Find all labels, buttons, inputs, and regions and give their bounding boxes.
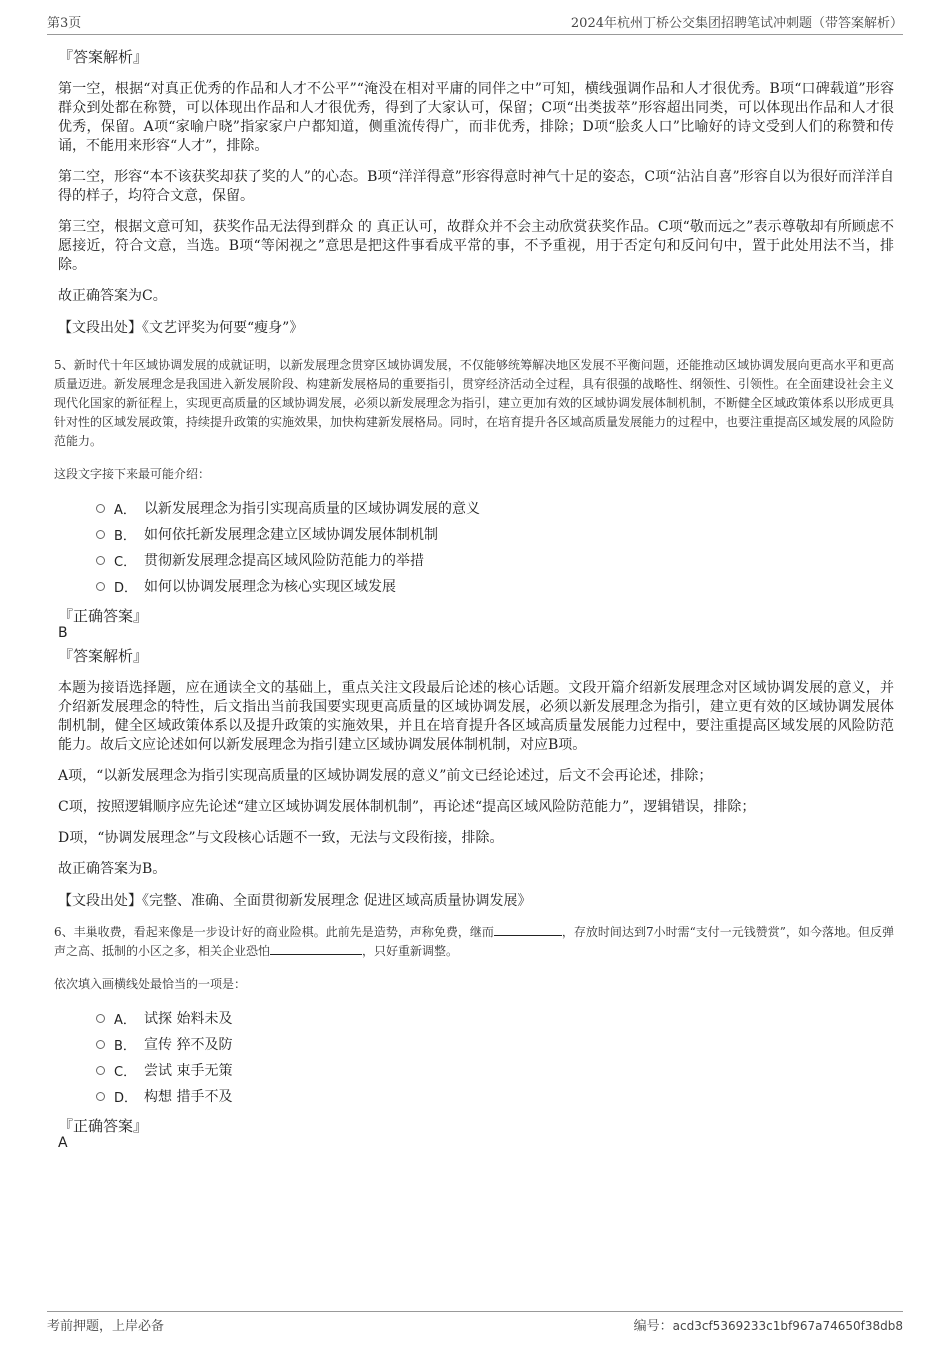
q6-option-a[interactable]: A． 试探 始料未及: [96, 1005, 894, 1031]
page-header: [47, 12, 903, 35]
radio-icon[interactable]: [96, 1040, 105, 1049]
document-code: 编号：acd3cf5369233c1bf967a74650f38db8: [633, 1319, 903, 1334]
fill-blank-2: [270, 942, 362, 955]
q4-source: 【文段出处】《文艺评奖为何要“瘦身”》: [58, 320, 304, 336]
q5-prompt: 这段文字接下来最可能介绍：: [54, 467, 211, 481]
q6-answer: A: [58, 1135, 68, 1151]
q5-source: 【文段出处】《完整、准确、全面贯彻新发展理念 促进区域高质量协调发展》: [58, 893, 532, 909]
q4-analysis-paragraph: 第三空，根据文意可知，获奖作品无法得到群众 的 真正认可，故群众并不会主动欣赏获奖作品。C项“敬而远之”表示尊敬却有所顾虑不愿接近，符合文意，当选。B项“等闲视之”意思是把这件事看成平常的事，不予重视，用于否定句和反问句中，置于此处用法不当，排除。: [58, 219, 894, 273]
document-title: 2024年杭州丁桥公交集团招聘笔试冲刺题（带答案解析）: [570, 16, 903, 31]
radio-icon[interactable]: [96, 530, 105, 539]
q5-option-b[interactable]: B． 如何依托新发展理念建立区域协调发展体制机制: [96, 521, 894, 547]
q5-analysis-label: 『答案解析』: [58, 647, 149, 665]
fill-blank-1: [494, 923, 562, 936]
radio-icon[interactable]: [96, 1092, 105, 1101]
q6-question-text: 6、丰巢收费，看起来像是一步设计好的商业险棋。此前先是造势，声称免费，继而 ，存放时间达到7小时需“支付一元钱赞赏”，如今落地。但反弹声之高、抵制的小区之多，相关企业恐怕 ，只好重新调整。: [54, 925, 894, 958]
q6-option-d[interactable]: D． 构想 措手不及: [96, 1083, 894, 1109]
q6-option-c[interactable]: C． 尝试 束手无策: [96, 1057, 894, 1083]
q5-option-a[interactable]: A． 以新发展理念为指引实现高质量的区域协调发展的意义: [96, 495, 894, 521]
q5-question-text: 5、新时代十年区域协调发展的成就证明，以新发展理念贯穿区域协调发展，不仅能够统筹解决地区发展不平衡问题，还能推动区域协调发展向更高水平和更高质量迈进。新发展理念是我国进入新发展阶段、构建新发展格局的重要指引，贯穿经济活动全过程，具有很强的战略性、纲领性、引领性。在全面建设社会主义现代化国家的新征程上，实现更高质量的区域协调发展，必须以新发展理念为指引，建立更加有效的区域协调发展体制机制，不断健全区域政策体系以形成更具针对性的区域发展政策，持续提升政策的实施效果，加快构建新发展格局。同时，在培育提升各区域高质量发展能力的过程中，也要注重提高区域发展的风险防范能力。: [54, 358, 895, 448]
page-footer: [47, 1311, 903, 1334]
radio-icon[interactable]: [96, 556, 105, 565]
radio-icon[interactable]: [96, 1014, 105, 1023]
q4-analysis-label: 『答案解析』: [58, 48, 149, 66]
page-content: [54, 48, 895, 1151]
q5-answer-label: 『正确答案』: [58, 607, 149, 625]
footer-slogan: 考前押题，上岸必备: [47, 1319, 165, 1334]
q6-answer-label: 『正确答案』: [58, 1117, 149, 1135]
q5-analysis-paragraph: A项，“以新发展理念为指引实现高质量的区域协调发展的意义”前文已经论述过，后文不会再论述，排除；: [58, 768, 713, 784]
q5-option-c[interactable]: C． 贯彻新发展理念提高区域风险防范能力的举措: [96, 547, 894, 573]
q5-analysis-paragraph: C项，按照逻辑顺序应先论述“建立区域协调发展体制机制”，再论述“提高区域风险防范能力”，逻辑错误，排除；: [58, 799, 756, 815]
q5-option-d[interactable]: D． 如何以协调发展理念为核心实现区域发展: [96, 573, 894, 599]
q4-conclusion: 故正确答案为C。: [58, 288, 167, 304]
q5-analysis-paragraph: 本题为接语选择题，应在通读全文的基础上，重点关注文段最后论述的核心话题。文段开篇介绍新发展理念对区域协调发展的意义，并介绍新发展理念的特性，后文指出当前我国要实现更高质量的区域协调发展，必须以新发展理念为指引，建立更有效的区域协调发展体制机制，健全区域政策体系以及提升政策的实施效果，并且在培育提升各区域高质量发展能力过程中，要注重提高区域发展的风险防范能力。故后文应论述如何以新发展理念为指引建立区域协调发展体制机制，对应B项。: [58, 680, 894, 753]
q5-answer: B: [58, 625, 68, 641]
q6-option-b[interactable]: B． 宣传 猝不及防: [96, 1031, 894, 1057]
radio-icon[interactable]: [96, 1066, 105, 1075]
radio-icon[interactable]: [96, 582, 105, 591]
page-number: 第3页: [47, 16, 82, 31]
q4-analysis-paragraph: 第二空，形容“本不该获奖却获了奖的人”的心态。B项“洋洋得意”形容得意时神气十足的姿态，C项“沾沾自喜”形容自以为很好而洋洋自得的样子，均符合文意，保留。: [58, 169, 894, 204]
q5-conclusion: 故正确答案为B。: [58, 861, 167, 877]
q5-options: [58, 495, 894, 599]
q6-options: [58, 1005, 894, 1109]
q4-analysis-paragraph: 第一空，根据“对真正优秀的作品和人才不公平”“淹没在相对平庸的同伴之中”可知，横线强调作品和人才很优秀。B项“口碑载道”形容群众到处都在称赞，可以体现出作品和人才很优秀，得到了大家认可，保留；C项“出类拔萃”形容超出同类，可以体现出作品和人才很优秀，保留。A项“家喻户晓”指家家户户都知道，侧重流传得广，而非优秀，排除；D项“脍炙人口”比喻好的诗文受到人们的称赞和传诵，不能用来形容“人才”，排除。: [58, 81, 894, 154]
radio-icon[interactable]: [96, 504, 105, 513]
q5-analysis-paragraph: D项，“协调发展理念”与文段核心话题不一致，无法与文段衔接，排除。: [58, 830, 504, 846]
q6-prompt: 依次填入画横线处最恰当的一项是：: [54, 977, 247, 991]
